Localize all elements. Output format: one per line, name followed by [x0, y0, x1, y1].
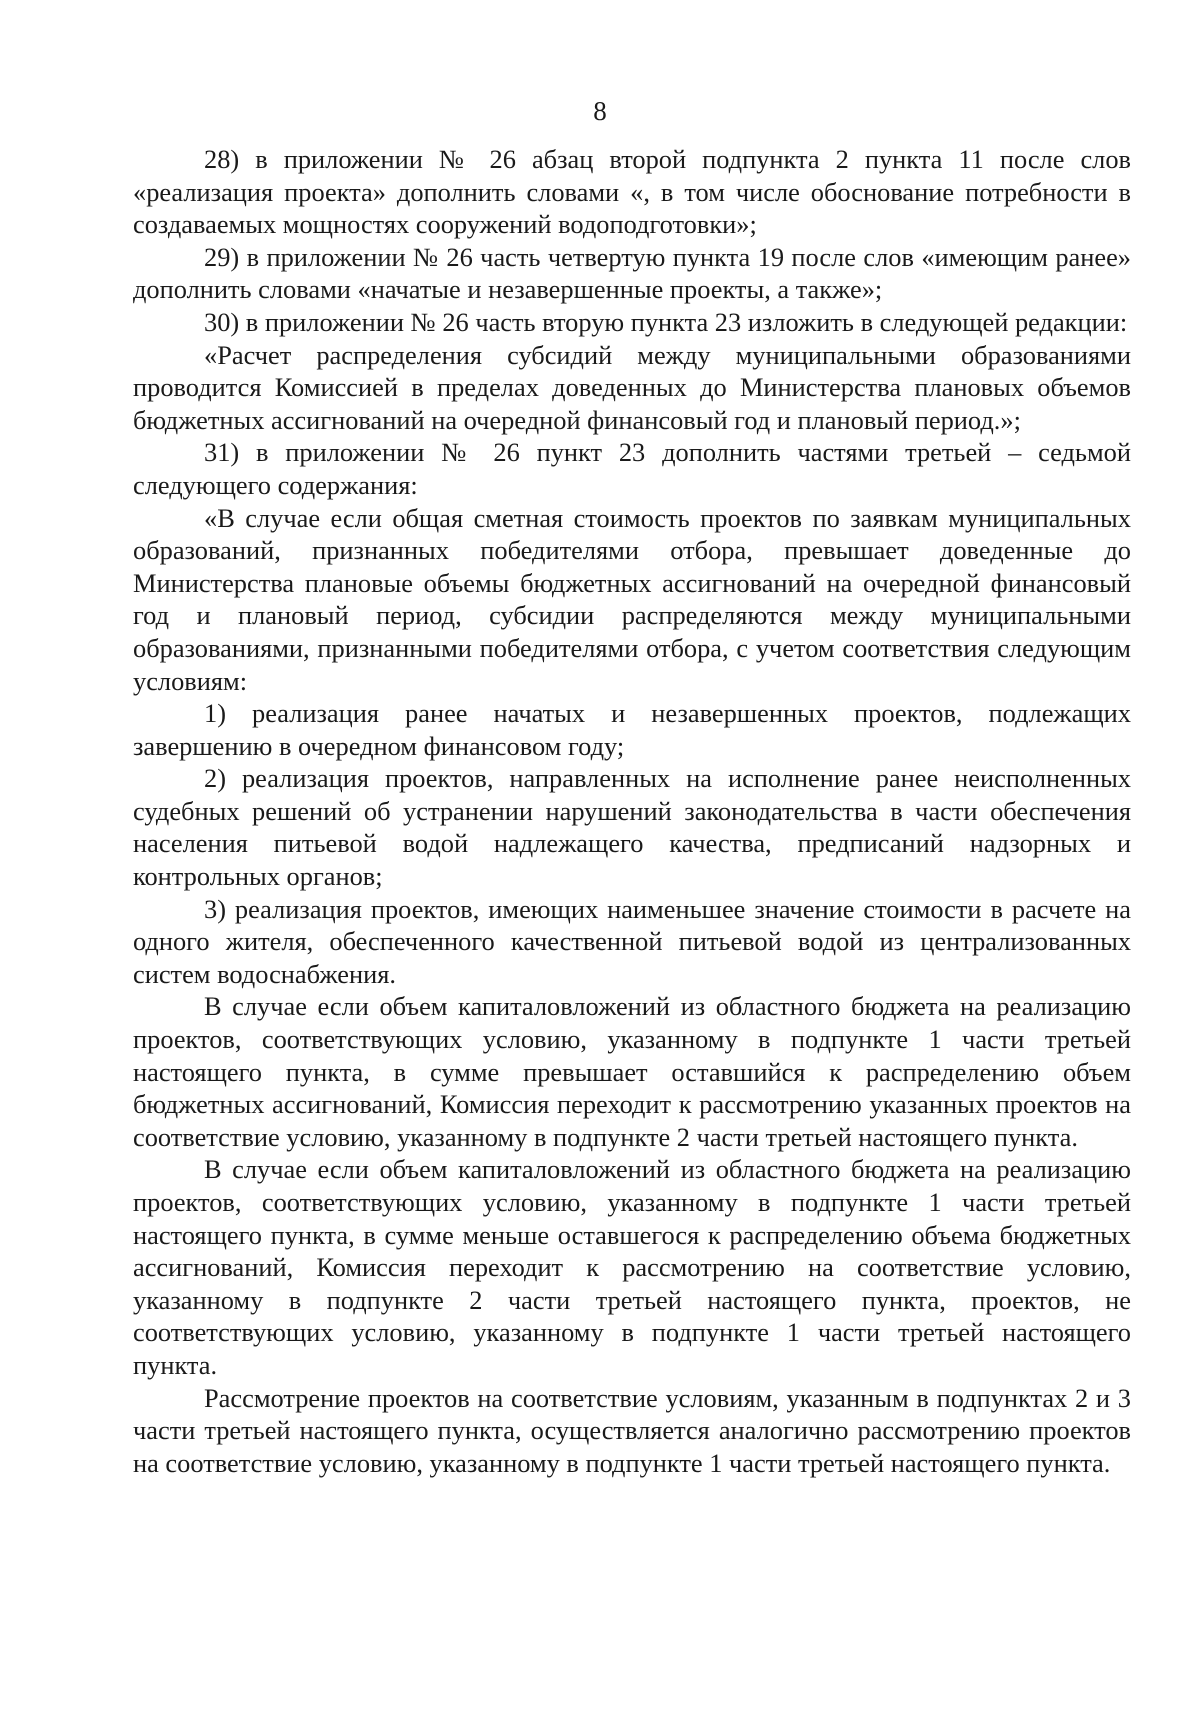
paragraph-quote-conditions: «В случае если общая сметная стоимость проектов по заявкам муниципальных образований, признанных победителями отбора, превышает доведенные до Министерства плановые объемы бюджетных ассигнований на очередной финансовый год и плановый период, субсидии распределяются между муниципальными образованиями, признанными победителями отбора, с учетом соответствия следующим условиям:: [133, 502, 1131, 696]
paragraph-item-29: 29) в приложении № 26 часть четвертую пункта 19 после слов «имеющим ранее» дополнить словами «начатые и незавершенные проекты, а также»;: [133, 241, 1131, 305]
document-body: [133, 143, 1131, 1479]
paragraph-item-30: 30) в приложении № 26 часть вторую пункта 23 изложить в следующей редакции:: [204, 306, 1128, 337]
paragraph-condition-3: 3) реализация проектов, имеющих наименьшее значение стоимости в расчете на одного жителя, обеспеченного качественной питьевой водой из централизованных систем водоснабжения.: [133, 893, 1131, 989]
page-number: 8: [593, 96, 607, 126]
paragraph-quote-calculation: «Расчет распределения субсидий между муниципальными образованиями проводится Комиссией в пределах доведенных до Министерства плановых объемов бюджетных ассигнований на очередной финансовый год и плановый период.»;: [133, 339, 1131, 435]
paragraph-condition-2: 2) реализация проектов, направленных на исполнение ранее неисполненных судебных решений об устранении нарушений законодательства в части обеспечения населения питьевой водой надлежащего качества, предписаний надзорных и контрольных органов;: [133, 763, 1131, 892]
paragraph-item-28: 28) в приложении № 26 абзац второй подпункта 2 пункта 11 после слов «реализация проекта» дополнить словами «, в том числе обоснование потребности в создаваемых мощностях сооружений водоподготовки»;: [133, 144, 1131, 240]
paragraph-item-31: 31) в приложении № 26 пункт 23 дополнить частями третьей – седьмой следующего содержания:: [133, 437, 1131, 500]
paragraph-part-six: Рассмотрение проектов на соответствие условиям, указанным в подпунктах 2 и 3 части третьей настоящего пункта, осуществляется аналогично рассмотрению проектов на соответствие условию, указанному в подпункте 1 части третьей настоящего пункта.: [133, 1382, 1131, 1478]
paragraph-part-four: В случае если объем капиталовложений из областного бюджета на реализацию проектов, соответствующих условию, указанному в подпункте 1 части третьей настоящего пункта, в сумме превышает оставшийся к распределению объем бюджетных ассигнований, Комиссия переходит к рассмотрению указанных проектов на соответствие условию, указанному в подпункте 2 части третьей настоящего пункта.: [133, 991, 1131, 1152]
paragraph-part-five: В случае если объем капиталовложений из областного бюджета на реализацию проектов, соответствующих условию, указанному в подпункте 1 части третьей настоящего пункта, в сумме меньше оставшегося к распределению объема бюджетных ассигнований, Комиссия переходит к рассмотрению на соответствие условию, указанному в подпункте 2 части третьей настоящего пункта, проектов, не соответствующих условию, указанному в подпункте 1 части третьей настоящего пункта.: [133, 1154, 1131, 1380]
paragraph-condition-1: 1) реализация ранее начатых и незавершенных проектов, подлежащих завершению в очередном финансовом году;: [133, 698, 1131, 761]
